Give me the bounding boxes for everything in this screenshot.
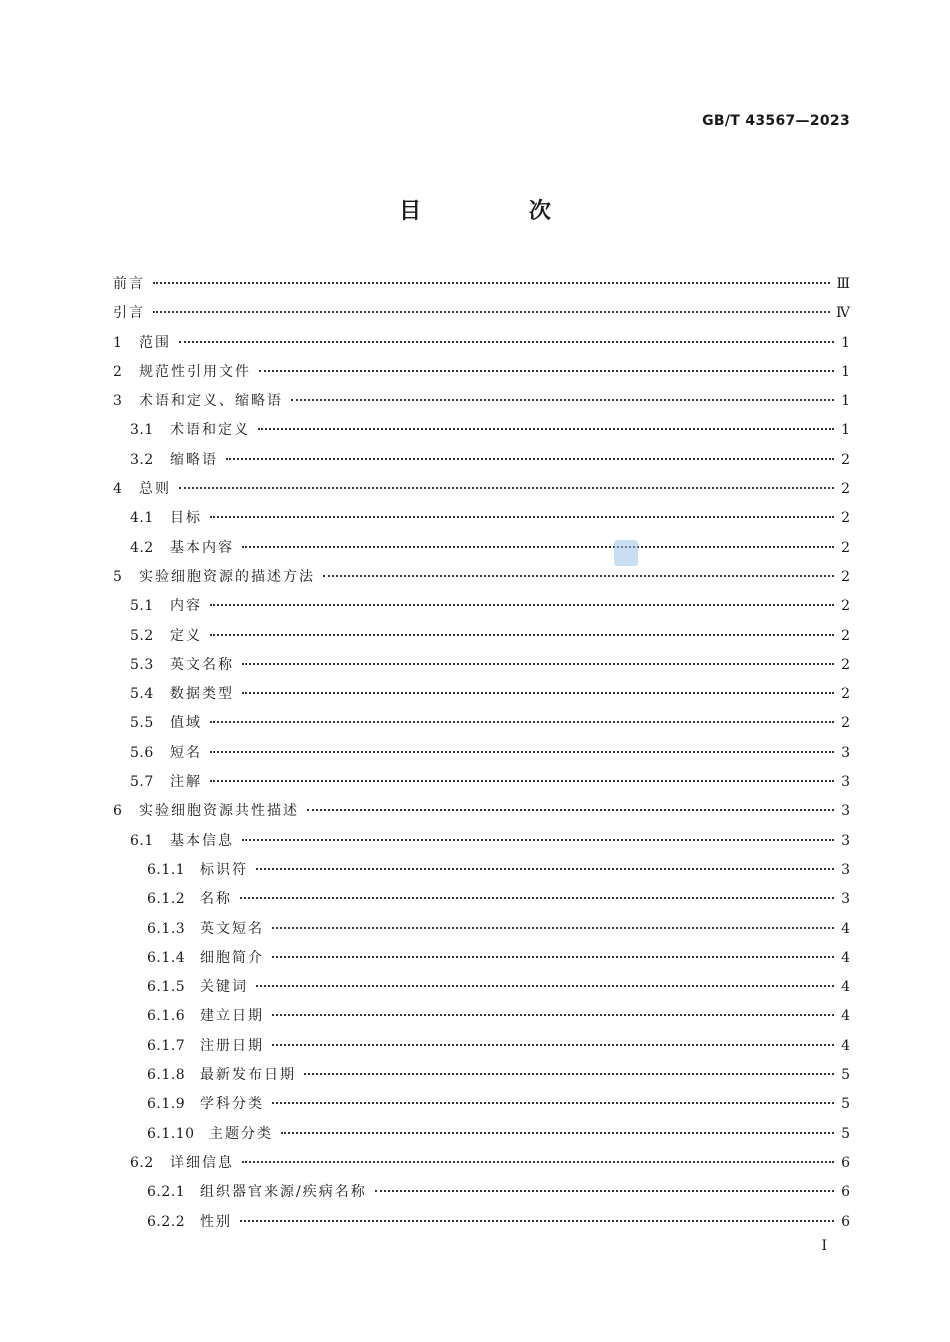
dot-leader (242, 545, 834, 548)
toc-entry-label: 基本信息 (170, 832, 234, 849)
toc-entry-label: 细胞简介 (200, 949, 264, 966)
toc-entry-label: 术语和定义、缩略语 (139, 393, 283, 410)
toc-entry[interactable] (113, 1090, 850, 1119)
toc-entry-number: 3.1 (130, 422, 154, 439)
toc-entry-number: 6.1.3 (147, 920, 186, 937)
toc-entry[interactable] (113, 1002, 850, 1031)
toc-entry-label: 缩略语 (170, 451, 218, 468)
dot-leader (272, 926, 834, 929)
toc-entry-label: 总则 (139, 481, 171, 498)
toc-entry-label: 详细信息 (170, 1154, 234, 1171)
dot-leader (259, 369, 834, 372)
dot-leader (153, 281, 830, 284)
toc-entry[interactable] (113, 739, 850, 768)
toc-entry-label: 标识符 (200, 861, 248, 878)
dot-leader (179, 486, 834, 489)
toc-entry-page: 2 (841, 568, 850, 585)
toc-entry-label: 实验细胞资源共性描述 (139, 803, 299, 820)
toc-entry-page: 2 (841, 656, 850, 673)
toc-entry-number: 6.1.4 (147, 949, 186, 966)
toc-entry-page: 5 (841, 1125, 850, 1142)
toc-entry-label: 前言 (113, 276, 145, 292)
toc-entry-page: 2 (841, 510, 850, 527)
toc-entry-page: 1 (841, 422, 850, 439)
toc-entry-number: 6.1.7 (147, 1037, 186, 1054)
toc-entry-label: 英文短名 (200, 920, 264, 937)
toc-entry-number: 1 (113, 334, 123, 351)
toc-entry[interactable] (113, 299, 850, 328)
toc-entry-page: 2 (841, 715, 850, 732)
toc-entry-number: 5.6 (130, 744, 154, 761)
toc-entry-number: 6.1.9 (147, 1096, 186, 1113)
toc-entry[interactable] (113, 329, 850, 358)
toc-entry-page: 4 (841, 949, 850, 966)
toc-entry[interactable] (113, 1178, 850, 1207)
toc-entry-number: 5.5 (130, 715, 154, 732)
toc-entry-label: 最新发布日期 (200, 1067, 296, 1084)
dot-leader (210, 779, 834, 782)
toc-entry-label: 引言 (113, 305, 145, 322)
toc-entry-label: 关键词 (200, 979, 248, 996)
toc-entry-label: 基本内容 (170, 539, 234, 556)
dot-leader (256, 867, 834, 870)
toc-entry-number: 6 (113, 803, 123, 820)
dot-leader (272, 955, 834, 958)
toc-entry[interactable] (113, 651, 850, 680)
toc-entry-page: 3 (841, 803, 850, 820)
toc-entry-label: 性别 (200, 1213, 232, 1230)
toc-entry-page: 2 (841, 598, 850, 615)
toc-entry-number: 3 (113, 393, 123, 410)
toc-entry-label: 短名 (170, 744, 202, 761)
toc-entry-page: 4 (841, 1037, 850, 1054)
toc-entry-label: 注解 (170, 774, 202, 791)
dot-leader (291, 398, 834, 401)
toc-entry-number: 6.1.10 (147, 1125, 195, 1142)
toc-entry-page: Ⅲ (836, 276, 850, 292)
toc-entry-page: 1 (841, 363, 850, 380)
dot-leader (242, 691, 834, 694)
dot-leader (210, 633, 834, 636)
toc-entry-label: 目标 (170, 510, 202, 527)
toc-entry-label: 学科分类 (200, 1096, 264, 1113)
dot-leader (272, 1013, 834, 1016)
table-of-contents (113, 270, 850, 1237)
toc-entry-page: 5 (841, 1067, 850, 1084)
toc-entry-number: 5 (113, 568, 123, 585)
toc-entry-page: 2 (841, 627, 850, 644)
toc-entry[interactable] (113, 797, 850, 826)
dot-leader (210, 603, 834, 606)
toc-entry-label: 数据类型 (170, 686, 234, 703)
dot-leader (242, 662, 834, 665)
dot-leader (153, 310, 830, 313)
toc-entry-page: 6 (841, 1213, 850, 1230)
toc-entry-number: 6.1.8 (147, 1067, 186, 1084)
toc-entry-number: 6.2 (130, 1154, 154, 1171)
watermark-logo (614, 540, 638, 566)
dot-leader (179, 340, 834, 343)
dot-leader (242, 838, 834, 841)
toc-entry[interactable] (113, 856, 850, 885)
toc-entry-number: 5.3 (130, 656, 154, 673)
toc-entry-label: 英文名称 (170, 656, 234, 673)
toc-entry-label: 实验细胞资源的描述方法 (139, 568, 315, 585)
dot-leader (210, 515, 834, 518)
toc-entry-number: 5.7 (130, 774, 154, 791)
toc-entry-label: 规范性引用文件 (139, 363, 251, 380)
toc-entry-label: 内容 (170, 598, 202, 615)
toc-entry-label: 值域 (170, 715, 202, 732)
toc-entry-number: 4.2 (130, 539, 154, 556)
toc-entry[interactable] (113, 592, 850, 621)
toc-entry[interactable] (113, 563, 850, 592)
toc-entry-number: 6.2.2 (147, 1213, 186, 1230)
toc-entry[interactable] (113, 1208, 850, 1237)
dot-leader (256, 984, 834, 987)
dot-leader (307, 808, 834, 811)
dot-leader (281, 1131, 834, 1134)
toc-entry-label: 范围 (139, 334, 171, 351)
toc-entry-page: 2 (841, 686, 850, 703)
toc-entry[interactable] (113, 446, 850, 475)
toc-entry[interactable] (113, 1120, 850, 1149)
toc-entry[interactable] (113, 622, 850, 651)
standard-code: GB/T 43567—2023 (702, 113, 850, 129)
dot-leader (226, 457, 834, 460)
toc-entry-page: 1 (841, 334, 850, 351)
dot-leader (210, 750, 834, 753)
toc-entry-number: 6.1.1 (147, 861, 186, 878)
toc-entry-label: 注册日期 (200, 1037, 264, 1054)
toc-entry-page: 4 (841, 1008, 850, 1025)
toc-entry-page: 6 (841, 1154, 850, 1171)
dot-leader (272, 1043, 834, 1046)
toc-entry-page: 1 (841, 393, 850, 410)
toc-entry-number: 4.1 (130, 510, 154, 527)
toc-entry-number: 2 (113, 363, 123, 380)
toc-entry-number: 6.1.6 (147, 1008, 186, 1025)
toc-entry-number: 6.1.2 (147, 891, 186, 908)
dot-leader (304, 1072, 834, 1075)
toc-entry-number: 5.2 (130, 627, 154, 644)
toc-entry[interactable] (113, 827, 850, 856)
toc-entry-label: 建立日期 (200, 1008, 264, 1025)
toc-entry-page: 3 (841, 861, 850, 878)
toc-entry-page: 2 (841, 451, 850, 468)
page-title: 目 次 (399, 199, 601, 224)
toc-entry-page: 4 (841, 979, 850, 996)
toc-entry-number: 4 (113, 481, 123, 498)
toc-entry-page: 6 (841, 1184, 850, 1201)
toc-entry-page: 2 (841, 481, 850, 498)
toc-entry-page: 2 (841, 539, 850, 556)
toc-entry-page: Ⅳ (836, 305, 850, 322)
toc-entry[interactable] (113, 944, 850, 973)
toc-entry[interactable] (113, 416, 850, 445)
toc-entry-number: 5.4 (130, 686, 154, 703)
toc-entry[interactable] (113, 270, 850, 299)
footer-page-number: I (821, 1238, 827, 1254)
toc-entry[interactable] (113, 1032, 850, 1061)
toc-entry-number: 3.2 (130, 451, 154, 468)
toc-entry[interactable] (113, 768, 850, 797)
dot-leader (375, 1189, 834, 1192)
dot-leader (272, 1101, 834, 1104)
toc-entry-label: 组织器官来源/疾病名称 (200, 1184, 367, 1201)
toc-entry-page: 5 (841, 1096, 850, 1113)
dot-leader (242, 1160, 834, 1163)
toc-entry[interactable] (113, 387, 850, 416)
toc-entry[interactable] (113, 358, 850, 387)
dot-leader (240, 1219, 834, 1222)
toc-entry[interactable] (113, 475, 850, 504)
toc-entry-number: 6.2.1 (147, 1184, 186, 1201)
toc-entry-label: 术语和定义 (170, 422, 250, 439)
toc-entry-number: 6.1 (130, 832, 154, 849)
dot-leader (240, 896, 834, 899)
toc-entry[interactable] (113, 973, 850, 1002)
toc-entry-label: 名称 (200, 891, 232, 908)
toc-entry-page: 3 (841, 774, 850, 791)
toc-entry[interactable] (113, 915, 850, 944)
toc-entry-label: 定义 (170, 627, 202, 644)
toc-entry[interactable] (113, 709, 850, 738)
toc-entry-number: 6.1.5 (147, 979, 186, 996)
toc-entry[interactable] (113, 680, 850, 709)
toc-entry-label: 主题分类 (209, 1125, 273, 1142)
toc-entry[interactable] (113, 1149, 850, 1178)
toc-entry-page: 3 (841, 832, 850, 849)
toc-entry-number: 5.1 (130, 598, 154, 615)
toc-entry[interactable] (113, 534, 850, 563)
dot-leader (258, 427, 834, 430)
dot-leader (323, 574, 834, 577)
toc-entry-page: 3 (841, 891, 850, 908)
toc-entry-page: 3 (841, 744, 850, 761)
toc-entry[interactable] (113, 1061, 850, 1090)
toc-entry-page: 4 (841, 920, 850, 937)
toc-entry[interactable] (113, 504, 850, 533)
dot-leader (210, 720, 834, 723)
toc-entry[interactable] (113, 885, 850, 914)
